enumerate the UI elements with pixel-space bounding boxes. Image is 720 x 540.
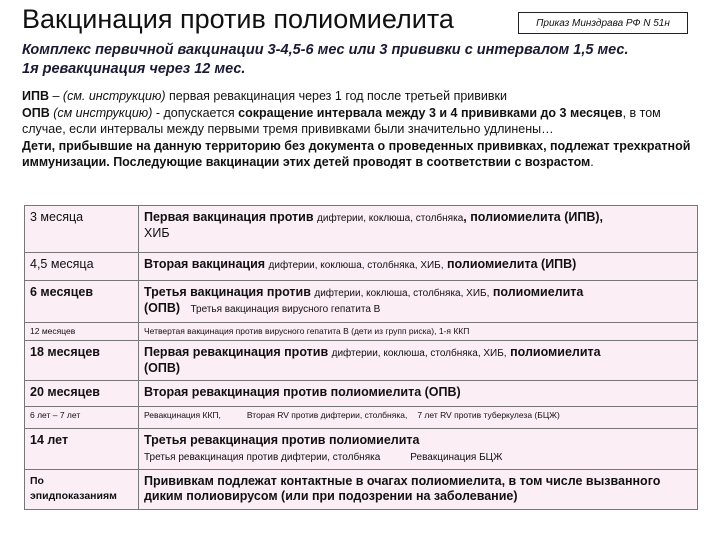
opv-paragraph <box>22 105 702 138</box>
table-row <box>25 281 698 323</box>
vaccine-text: Вторая вакцинация <box>144 257 269 271</box>
vaccine-detail: дифтерии, коклюша, столбняка, ХИБ, <box>331 348 507 359</box>
vaccine-cell: Вторая ревакцинация против полиомиелита (ОПВ) <box>139 381 698 407</box>
vaccine-cell <box>139 429 698 470</box>
vaccine-text: Первая ревакцинация против <box>144 345 332 359</box>
vaccine-detail: дифтерии, коклюша, столбняка, ХИБ, <box>268 260 444 271</box>
table-row <box>25 381 698 407</box>
vaccine-detail: дифтерии, коклюша, столбняка, ХИБ, <box>314 288 490 299</box>
age-cell: 20 месяцев <box>25 381 139 407</box>
vaccine-text: Первая вакцинация против <box>144 210 318 224</box>
order-reference-box: Приказ Минздрава РФ N 51н <box>518 12 688 34</box>
table-row <box>25 323 698 341</box>
vaccine-text: Третья вакцинация против <box>144 285 315 299</box>
table-row <box>25 429 698 470</box>
children-paragraph <box>22 138 702 171</box>
vaccine-cell: Ревакцинация ККП, Вторая RV против дифтерии, столбняка, 7 лет RV против туберкулеза (БЦЖ) <box>139 407 698 429</box>
age-cell: 6 месяцев <box>25 281 139 323</box>
vaccination-schedule-table <box>24 205 698 510</box>
table-row <box>25 253 698 281</box>
vaccine-line-2: (ОПВ) <box>144 361 181 375</box>
vaccine-text: , полиомиелита (ИПВ), <box>463 210 604 224</box>
ipv-label: ИПВ <box>22 89 49 103</box>
subtitle <box>22 41 712 79</box>
opv-text-2: , в том случае, если интервалы между первыми тремя прививками были значительно удлинены… <box>22 105 661 136</box>
age-cell: 14 лет <box>25 429 139 470</box>
vaccine-line-2: (ОПВ) Третья вакцинация вирусного гепатита В <box>144 301 381 315</box>
subtitle-line-2: 1я ревакцинация через 12 мес. <box>22 61 246 77</box>
vaccine-line-2: Третья ревакцинация против дифтерии, столбняка Ревакцинация БЦЖ <box>144 452 503 463</box>
vaccine-text: полиомиелита <box>506 345 601 359</box>
table-row <box>25 341 698 381</box>
age-cell: 4,5 месяца <box>25 253 139 281</box>
age-cell: 18 месяцев <box>25 341 139 381</box>
age-cell: По эпидпоказаниям <box>25 470 139 510</box>
vaccine-cell <box>139 281 698 323</box>
age-cell: 12 месяцев <box>25 323 139 341</box>
age-cell: 6 лет – 7 лет <box>25 407 139 429</box>
opv-bold-text: сокращение интервала между 3 и 4 прививками до 3 месяцев <box>238 105 623 120</box>
opv-note: (см инструкцию) <box>49 105 153 120</box>
ipv-text: первая ревакцинация через 1 год после третьей прививки <box>165 89 508 103</box>
table-row <box>25 206 698 253</box>
children-end: . <box>590 155 594 169</box>
intro-text <box>22 88 702 171</box>
vaccine-cell <box>139 206 698 253</box>
age-cell: 3 месяца <box>25 206 139 253</box>
opv-text-1: - допускается <box>152 105 239 120</box>
ipv-note: (см. инструкцию) <box>62 89 166 103</box>
ipv-paragraph <box>22 88 702 105</box>
table-row <box>25 407 698 429</box>
vaccine-text: Третья ревакцинация против полиомиелита <box>144 433 420 447</box>
vaccine-cell: Четвертая вакцинация против вирусного гепатита В (дети из групп риска), 1-я ККП <box>139 323 698 341</box>
vaccine-text: полиомиелита (ИПВ) <box>443 257 577 271</box>
opv-label: ОПВ <box>22 105 50 120</box>
ipv-dash: – <box>49 89 63 103</box>
vaccine-line-2: ХИБ <box>144 226 170 240</box>
vaccine-detail: дифтерии, коклюша, столбняка <box>317 213 464 224</box>
table-row <box>25 470 698 510</box>
vaccine-cell <box>139 253 698 281</box>
children-text: Дети, прибывшие на данную территорию без документа о проведенных прививках, подлежат трехкратной иммунизации. Последующие вакцинации этих детей проводят в соответствии с возрастом <box>22 138 691 169</box>
vaccine-text: полиомиелита <box>489 285 584 299</box>
vaccine-cell <box>139 341 698 381</box>
vaccine-cell: Прививкам подлежат контактные в очагах полиомиелита, в том числе вызванного диким полиовирусом (или при подозрении на заболевание) <box>139 470 698 510</box>
subtitle-line-1: Комплекс первичной вакцинации 3-4,5-6 мес или 3 прививки с интервалом 1,5 мес. <box>22 42 629 58</box>
page-title: Вакцинация против полиомиелита <box>22 4 454 34</box>
